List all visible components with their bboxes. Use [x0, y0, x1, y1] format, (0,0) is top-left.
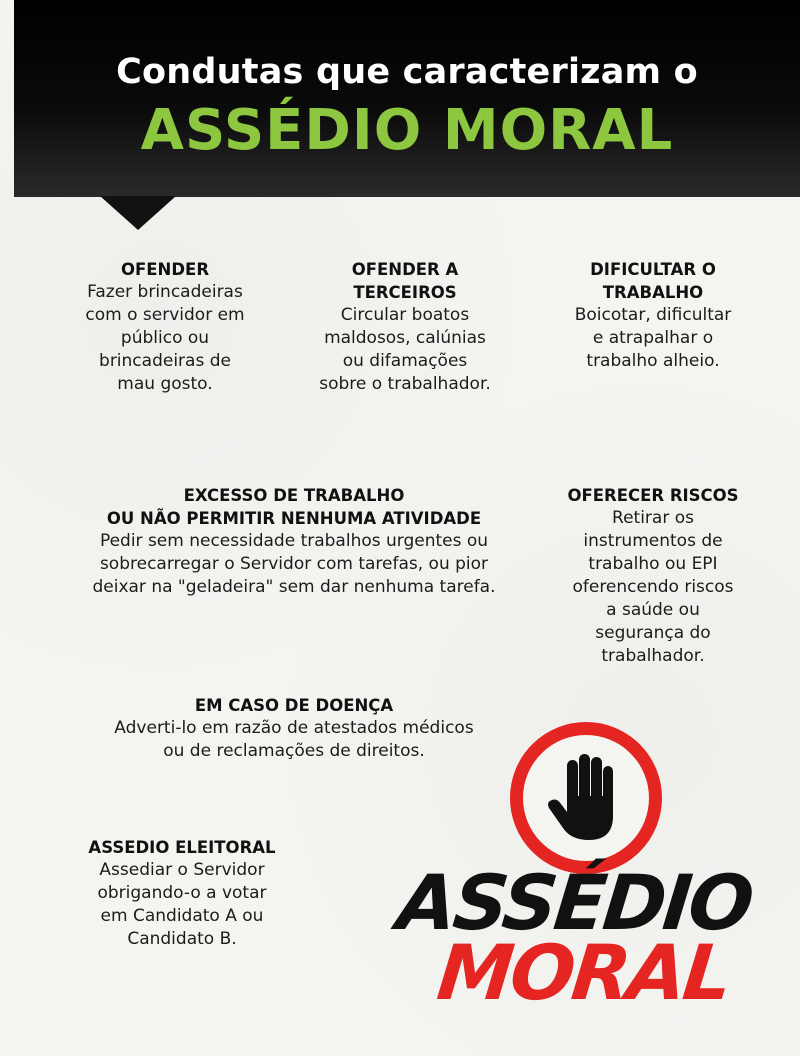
section-text: Pedir sem necessidade trabalhos urgentes ou sobrecarregar o Servidor com tarefas, ou pior deixar na "geladeira" sem dar nenhuma tarefa. [92, 531, 496, 597]
section-text: Circular boatos maldosos, calúnias ou difamações sobre o trabalhador. [319, 305, 491, 394]
section-riscos [548, 484, 758, 668]
section-text: Boicotar, dificultar e atrapalhar o trabalho alheio. [574, 305, 732, 371]
header-pointer [100, 196, 176, 230]
logo-word-moral: MORAL [433, 928, 734, 1017]
page-title-line2: ASSÉDIO MORAL [140, 98, 674, 163]
section-text: Retirar os instrumentos de trabalho ou EPI oferencendo riscos a saúde ou segurança do trabalhador. [572, 508, 734, 666]
section-heading: DIFICULTAR O TRABALHO [590, 260, 716, 302]
section-heading: OFENDER A TERCEIROS [351, 260, 459, 302]
section-text: Fazer brincadeiras com o servidor em público ou brincadeiras de mau gosto. [85, 282, 245, 394]
stop-hand-icon [547, 752, 625, 844]
section-ofender-terceiros [300, 258, 510, 396]
section-heading: EXCESSO DE TRABALHO OU NÃO PERMITIR NENHUMA ATIVIDADE [106, 486, 482, 528]
section-heading: OFENDER [120, 260, 210, 279]
page-title-line1: Condutas que caracterizam o [116, 52, 698, 92]
section-dificultar [548, 258, 758, 373]
logo-word-assedio: ASSÉDIO [393, 858, 756, 947]
section-ofender [60, 258, 270, 396]
section-doenca [84, 694, 504, 763]
stop-sign-ring [510, 722, 662, 874]
section-text: Adverti-lo em razão de atestados médicos ou de reclamações de direitos. [114, 718, 474, 761]
section-heading: OFERECER RISCOS [567, 486, 739, 505]
section-eleitoral [72, 836, 292, 951]
section-excesso [74, 484, 514, 599]
section-text: Assediar o Servidor obrigando-o a votar em Candidato A ou Candidato B. [97, 860, 267, 949]
section-heading: ASSEDIO ELEITORAL [88, 838, 276, 857]
section-heading: EM CASO DE DOENÇA [194, 696, 394, 715]
